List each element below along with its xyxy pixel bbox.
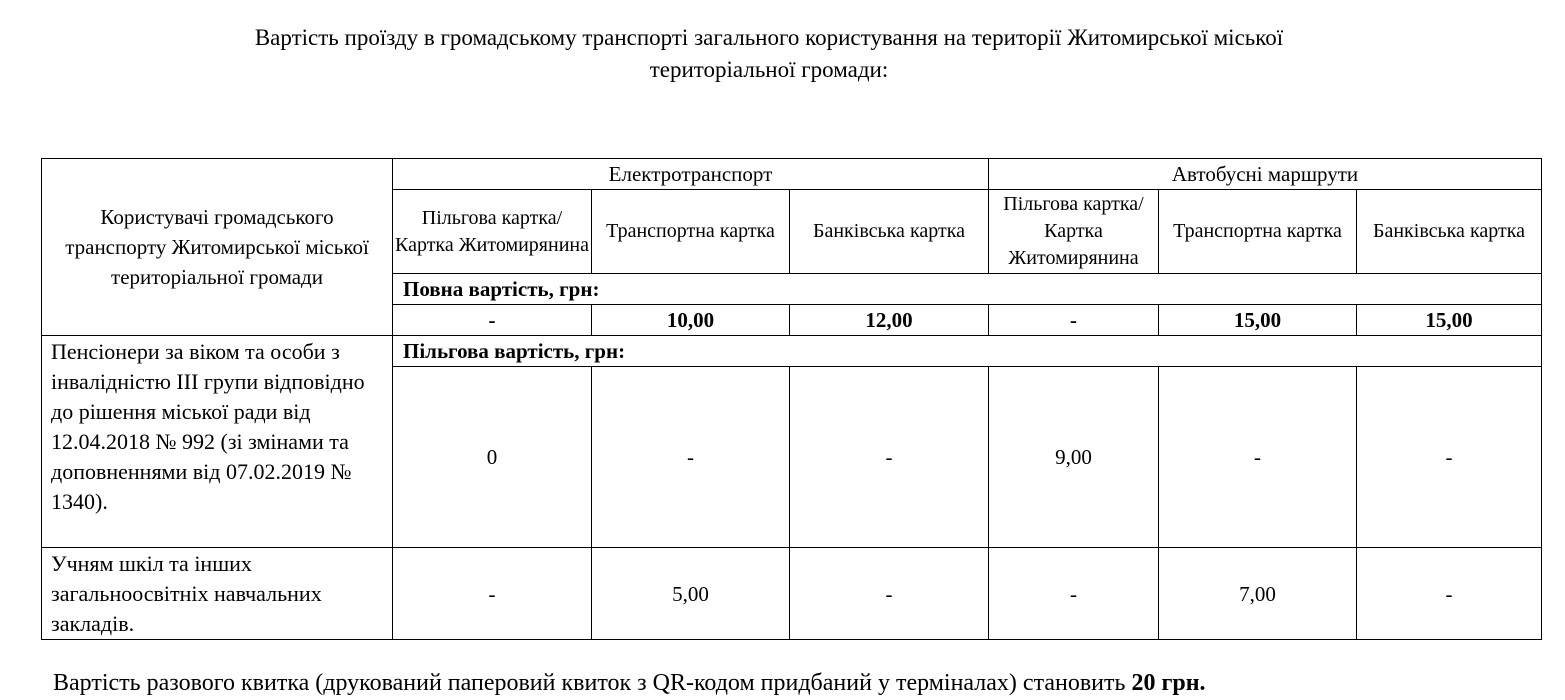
full-price-cell: 15,00	[1159, 305, 1357, 336]
page-title	[0, 22, 1538, 86]
full-price-cell: 12,00	[790, 305, 989, 336]
col-header-bus-bank-card: Банківська картка	[1357, 190, 1542, 274]
category-pensioners: Пенсіонери за віком та особи з інвалідністю ІІІ групи відповідно до рішення міської ради від 12.04.2018 № 992 (зі змінами та доповненнями від 07.02.2019 № 1340).	[42, 336, 393, 548]
full-price-cell: 15,00	[1357, 305, 1542, 336]
category-students: Учням шкіл та інших загальноосвітніх навчальних закладів.	[42, 548, 393, 640]
single-ticket-text: Вартість разового квитка (друкований паперовий квиток з QR-кодом придбаний у терміналах) становить	[53, 670, 1132, 696]
discount-label: Пільгова вартість, грн:	[393, 336, 1542, 367]
col-header-electro-bank-card: Банківська картка	[790, 190, 989, 274]
title-line-2: територіальної громади:	[649, 57, 889, 82]
col-header-bus-benefit-card: Пільгова картка/Картка Житомирянина	[989, 190, 1159, 274]
fare-cell: -	[1357, 367, 1542, 548]
fare-cell: -	[393, 548, 592, 640]
title-line-1: Вартість проїзду в громадському транспорті загального користування на території Житомирської міської	[254, 25, 1284, 50]
full-price-cell: 10,00	[592, 305, 790, 336]
group-header-row	[42, 159, 1542, 190]
fare-cell: -	[1159, 367, 1357, 548]
fare-cell: -	[592, 367, 790, 548]
fare-cell: 0	[393, 367, 592, 548]
fare-cell: 9,00	[989, 367, 1159, 548]
group-bus-routes: Автобусні маршрути	[989, 159, 1542, 190]
fare-cell: 5,00	[592, 548, 790, 640]
full-price-cell: -	[989, 305, 1159, 336]
fare-cell: -	[989, 548, 1159, 640]
fare-cell: 7,00	[1159, 548, 1357, 640]
table-row	[42, 548, 1542, 640]
fare-table	[41, 158, 1542, 640]
col-header-electro-benefit-card: Пільгова картка/Картка Житомирянина	[393, 190, 592, 274]
single-ticket-price: 20 грн.	[1131, 670, 1206, 696]
full-price-cell: -	[393, 305, 592, 336]
col-header-electro-transport-card: Транспортна картка	[592, 190, 790, 274]
users-header: Користувачі громадського транспорту Житомирської міської територіальної громади	[42, 159, 393, 336]
fare-cell: -	[1357, 548, 1542, 640]
fare-cell: -	[790, 548, 989, 640]
fare-cell: -	[790, 367, 989, 548]
discount-label-row	[42, 336, 1542, 367]
single-ticket-note	[53, 666, 1206, 700]
group-electrotransport: Електротранспорт	[393, 159, 989, 190]
col-header-bus-transport-card: Транспортна картка	[1159, 190, 1357, 274]
full-price-label: Повна вартість, грн:	[393, 274, 1542, 305]
